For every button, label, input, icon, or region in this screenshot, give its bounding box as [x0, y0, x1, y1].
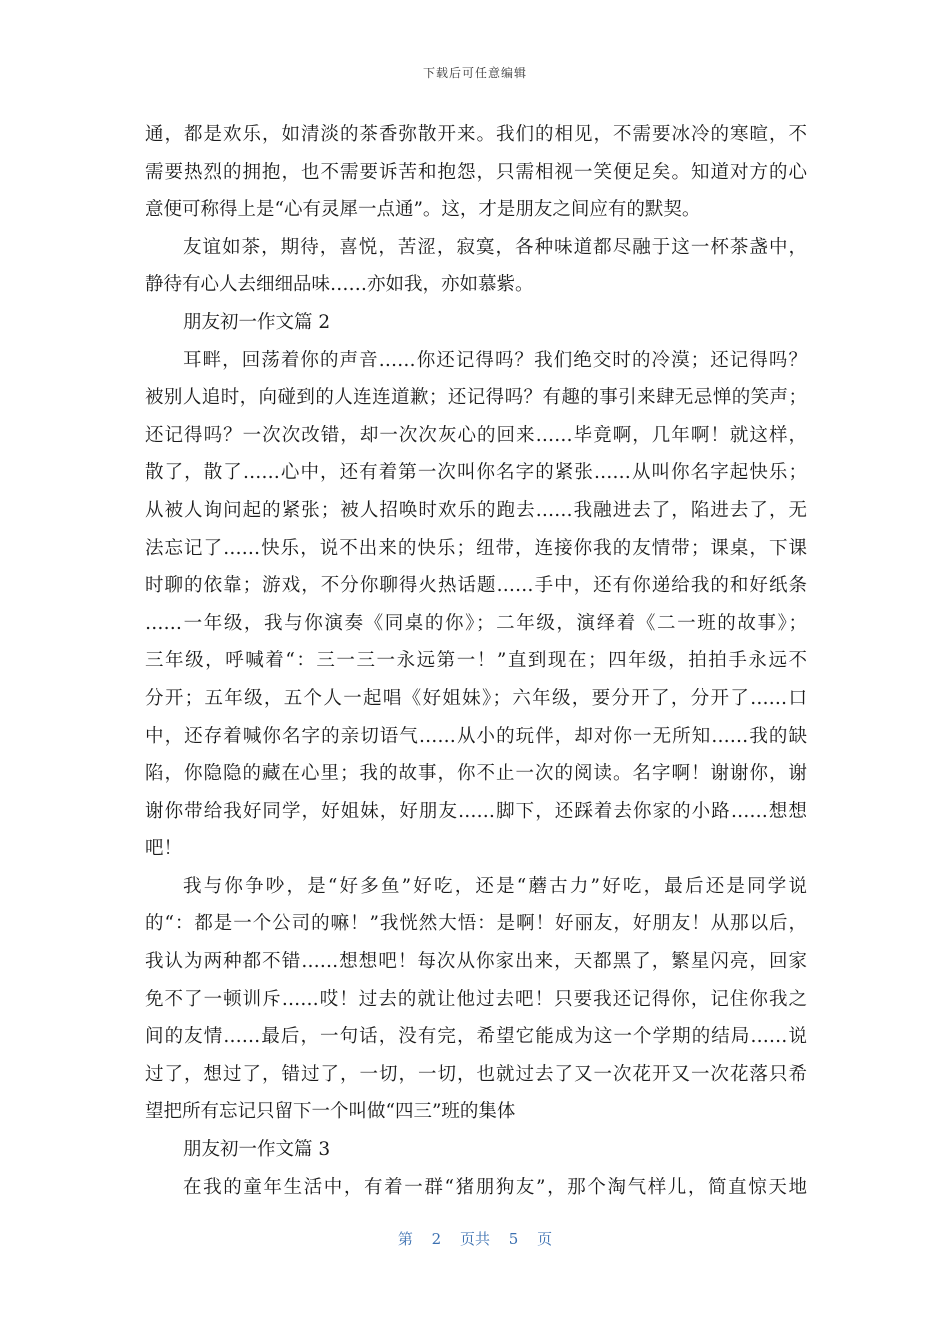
text-line: 散了，散了……心中，还有着第一次叫你名字的紧张……从叫你名字起快乐；	[145, 462, 807, 484]
text-line: 被别人追时，向碰到的人连连道歉；还记得吗？有趣的事引来肆无忌惮的笑声；	[145, 387, 807, 409]
text-line: 望把所有忘记只留下一个叫做“四三”班的集体	[145, 1101, 516, 1123]
text-line: 通，都是欢乐，如清淡的茶香弥散开来。我们的相见，不需要冰冷的寒暄，不	[145, 124, 807, 145]
text-line: 法忘记了……快乐，说不出来的快乐；纽带，连接你我的友情带；课桌，下课	[145, 537, 807, 559]
text-line: 在我的童年生活中，有着一群“猪朋狗友”，那个淘气样儿，简直惊天地	[183, 1176, 807, 1198]
text-line: 我与你争吵，是“好多鱼”好吃，还是“蘑古力”好吃，最后还是同学说	[183, 875, 807, 897]
text-line: 友谊如茶，期待，喜悦，苦涩，寂寞，各种味道都尽融于这一杯茶盏中，	[183, 236, 807, 258]
text-line: 过了，想过了，错过了，一切，一切，也就过去了又一次花开又一次花落只希	[145, 1063, 807, 1085]
text-line: 吧！	[145, 838, 183, 860]
text-line: 免不了一顿训斥……哎！过去的就让他过去吧！只要我还记得你，记住你我之	[145, 988, 807, 1010]
text-line: 分开；五年级，五个人一起唱《好姐妹》；六年级，要分开了，分开了……口	[145, 687, 807, 709]
header-note: 下载后可任意编辑	[422, 66, 527, 80]
text-line: 静待有心人去细细品味……亦如我，亦如慕紫。	[145, 274, 534, 296]
text-line: ……一年级，我与你演奏《同桌的你》；二年级，演绎着《二一班的故事》；	[145, 612, 807, 634]
document-body	[145, 116, 807, 1206]
text-line: 意便可称得上是“心有灵犀一点通”。这，才是朋友之间应有的默契。	[145, 199, 701, 221]
text-line: 时聊的依靠；游戏，不分你聊得火热话题……手中，还有你递给我的和好纸条	[145, 575, 807, 597]
text-line: 还记得吗？一次次改错，却一次次灰心的回来……毕竟啊，几年啊！就这样，	[145, 424, 807, 446]
text-line: 从被人询问起的紧张；被人招唤时欢乐的跑去……我融进去了，陷进去了，无	[145, 499, 807, 521]
text-line: 的“：都是一个公司的嘛！”我恍然大悟：是啊！好丽友，好朋友！从那以后，	[145, 913, 807, 935]
text-line: 中，还存着喊你名字的亲切语气……从小的玩伴，却对你一无所知……我的缺	[145, 725, 807, 747]
text-line: 三年级，呼喊着“：三一三一永远第一！”直到现在；四年级，拍拍手永远不	[145, 650, 807, 672]
text-line: 我认为两种都不错……想想吧！每次从你家出来，天都黑了，繁星闪亮，回家	[145, 951, 807, 973]
text-line: 谢你带给我好同学，好姐妹，好朋友……脚下，还踩着去你家的小路……想想	[145, 800, 807, 822]
text-line: 陷，你隐隐的藏在心里；我的故事，你不止一次的阅读。名字啊！谢谢你，谢	[145, 763, 807, 785]
page-number: 第 2 页共 5 页	[397, 1230, 553, 1248]
text-line: 耳畔，回荡着你的声音……你还记得吗？我们绝交时的冷漠；还记得吗？	[183, 349, 807, 371]
section-heading: 朋友初一作文篇 3	[183, 1139, 331, 1161]
section-heading: 朋友初一作文篇 2	[183, 311, 331, 333]
text-line: 需要热烈的拥抱，也不需要诉苦和抱怨，只需相视一笑便足矣。知道对方的心	[145, 161, 807, 183]
text-line: 间的友情……最后，一句话，没有完，希望它能成为这一个学期的结局……说	[145, 1026, 807, 1048]
